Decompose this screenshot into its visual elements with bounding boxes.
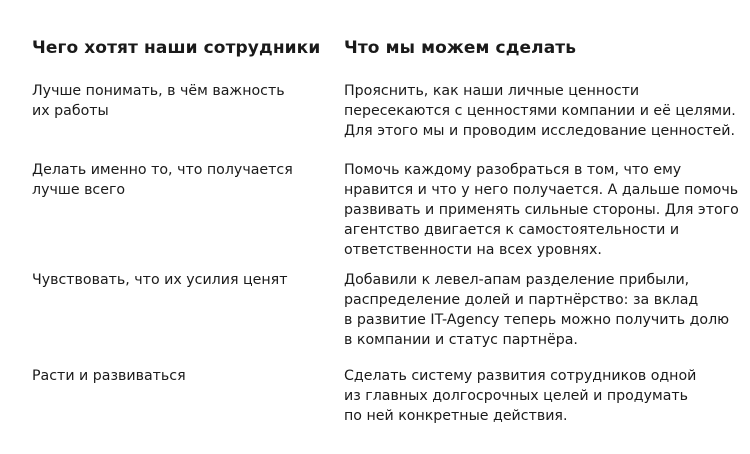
column-header-needs: Чего хотят наши сотрудники [32,38,321,58]
action-cell: Сделать систему развития сотрудников одной из главных долгосрочных целей и продумать по ней конкретные действия. [344,368,697,424]
action-cell: Прояснить, как наши личные ценности пересекаются с ценностями компании и её целями. Для этого мы и проводим исследование ценностей. [344,83,736,139]
need-cell: Расти и развиваться [32,368,186,384]
need-cell: Лучше понимать, в чём важность их работы [32,83,285,119]
need-cell: Чувствовать, что их усилия ценят [32,272,288,288]
action-cell: Добавили к левел-апам разделение прибыли, распределение долей и партнёрство: за вклад в развитие IT-Agency теперь можно получить долю в компании и статус партнёра. [344,272,730,348]
column-header-actions: Что мы можем сделать [344,38,577,58]
action-cell: Помочь каждому разобраться в том, что ему нравится и что у него получается. А дальше помочь развивать и применять сильные стороны. Для этого агентство двигается к самостоятельности и ответственности на всех уровнях. [344,162,739,258]
need-cell: Делать именно то, что получается лучше всего [32,162,293,198]
